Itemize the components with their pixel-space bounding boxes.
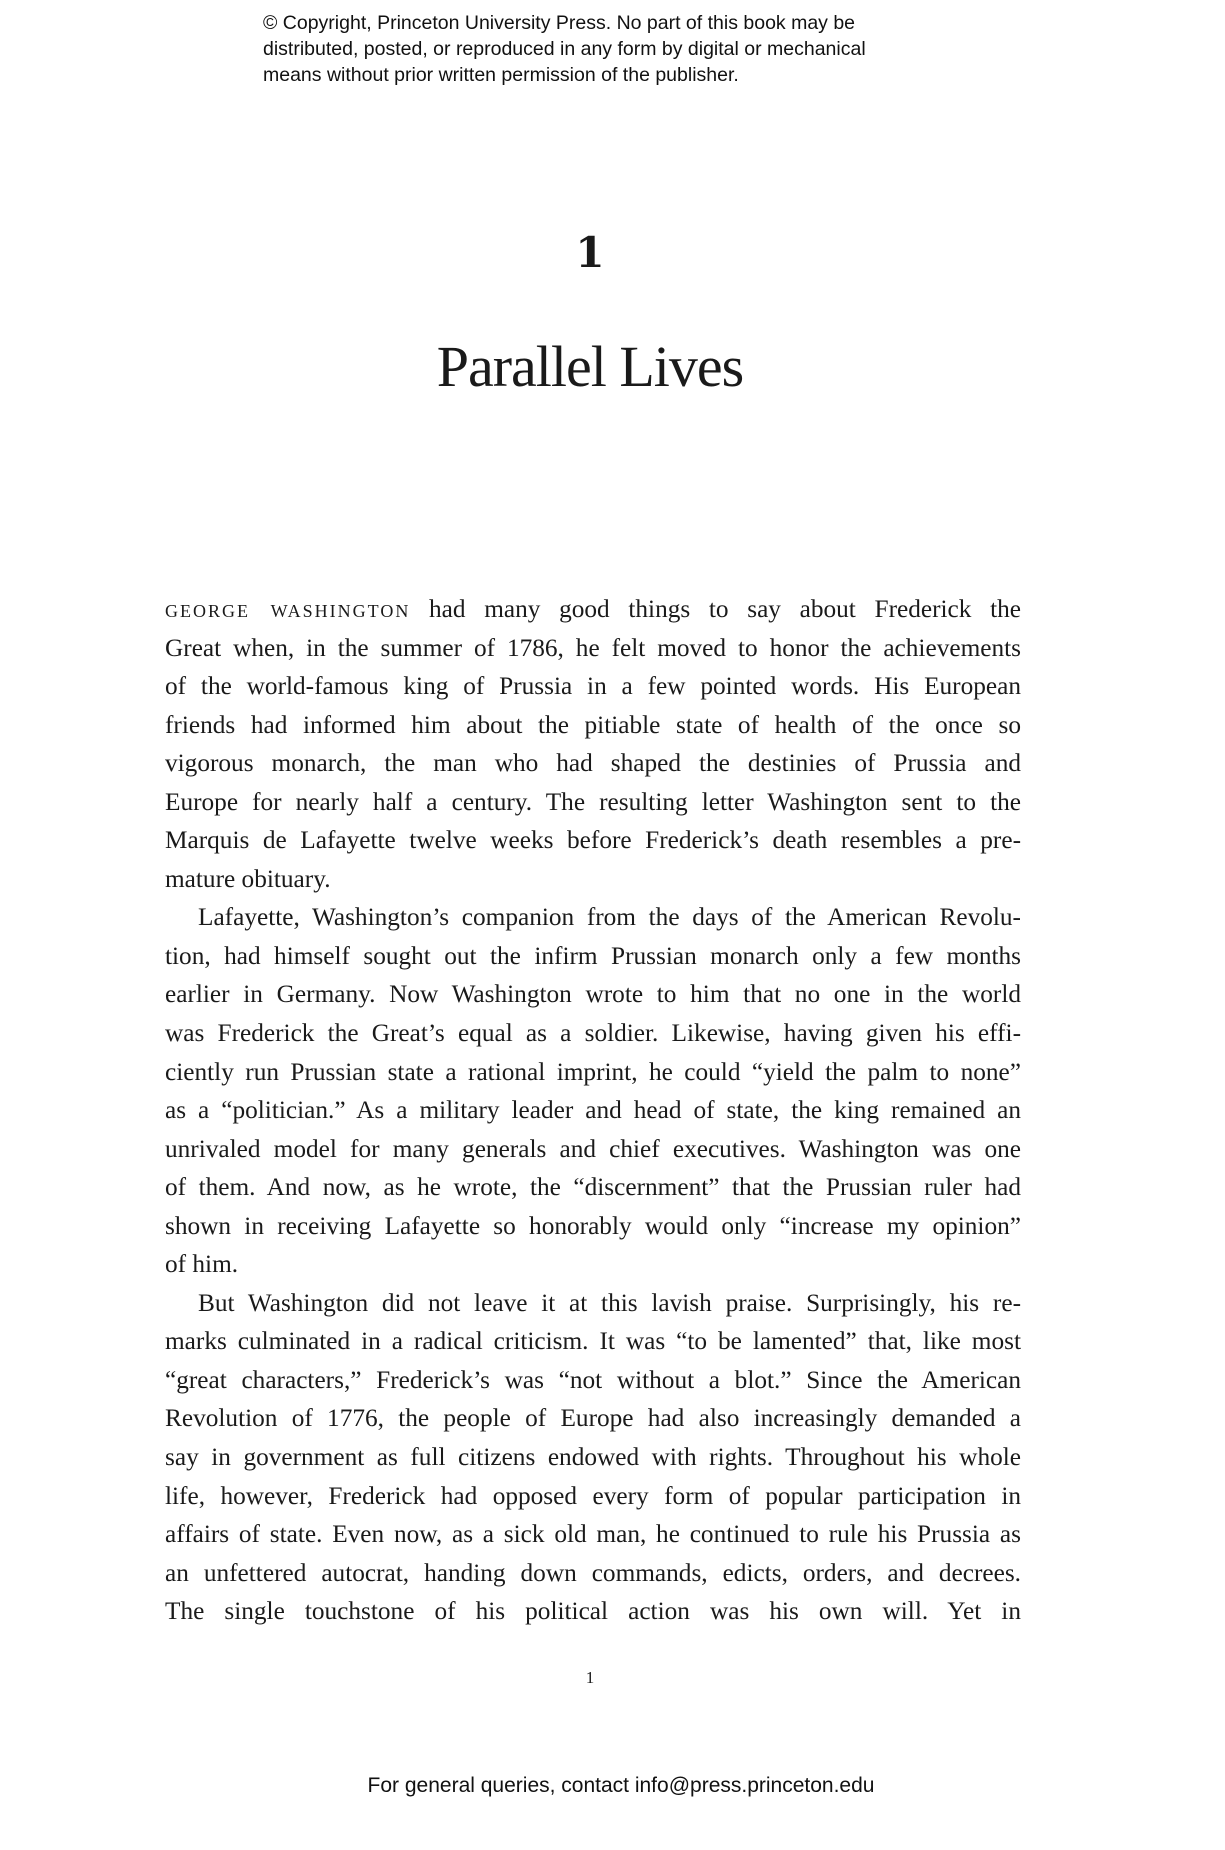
text-line: Revolution of 1776, the people of Europe had also increasingly demanded a xyxy=(165,1404,1021,1433)
text-line: ciently run Prussian state a rational imprint, he could “yield the palm to none” xyxy=(165,1057,1021,1086)
text-line: marks culminated in a radical criticism. It was “to be lamented” that, like most xyxy=(165,1327,1021,1356)
copyright-notice xyxy=(263,10,983,88)
copyright-line: © Copyright, Princeton University Press. No part of this book may be xyxy=(263,12,856,34)
text-line: vigorous monarch, the man who had shaped the destinies of Prussia and xyxy=(165,749,1021,778)
text-line: shown in receiving Lafayette so honorably would only “increase my opinion” xyxy=(165,1211,1021,1240)
text-line: “great characters,” Frederick’s was “not without a blot.” Since the American xyxy=(165,1365,1021,1394)
footer-contact: For general queries, contact info@press.princeton.edu xyxy=(367,1774,875,1797)
text-line: But Washington did not leave it at this lavish praise. Surprisingly, his re- xyxy=(198,1288,1021,1317)
text-line: Europe for nearly half a century. The resulting letter Washington sent to the xyxy=(165,787,1021,816)
text-line: The single touchstone of his political action was his own will. Yet in xyxy=(165,1597,1021,1626)
copyright-line: distributed, posted, or reproduced in any form by digital or mechanical xyxy=(263,38,866,60)
text-line: mature obituary. xyxy=(165,864,331,893)
text-line-content: had many good things to say about Frederick the xyxy=(410,595,1022,623)
text-line: unrivaled model for many generals and chief executives. Washington was one xyxy=(165,1134,1021,1163)
text-line: Lafayette, Washington’s companion from the days of the American Revolu- xyxy=(198,903,1021,932)
text-line: tion, had himself sought out the infirm Prussian monarch only a few months xyxy=(165,941,1021,970)
copyright-line: means without prior written permission of the publisher. xyxy=(263,64,739,86)
chapter-title: Parallel Lives xyxy=(436,334,744,399)
text-line: as a “politician.” As a military leader and head of state, the king remained an xyxy=(165,1096,1021,1125)
text-line: earlier in Germany. Now Washington wrote to him that no one in the world xyxy=(165,980,1021,1009)
text-line: Great when, in the summer of 1786, he felt moved to honor the achievements xyxy=(165,633,1021,662)
text-line: of him. xyxy=(165,1250,239,1279)
text-line: Marquis de Lafayette twelve weeks before Frederick’s death resembles a pre- xyxy=(165,826,1021,855)
text-line: of the world-famous king of Prussia in a few pointed words. His European xyxy=(165,672,1021,701)
text-line: say in government as full citizens endowed with rights. Throughout his whole xyxy=(165,1443,1021,1472)
text-line: life, however, Frederick had opposed every form of popular participation in xyxy=(165,1481,1021,1510)
chapter-body-text xyxy=(165,590,1021,1631)
page-number: 1 xyxy=(585,1668,595,1687)
text-line xyxy=(165,590,1021,629)
text-line: an unfettered autocrat, handing down commands, edicts, orders, and decrees. xyxy=(165,1558,1021,1587)
text-line: was Frederick the Great’s equal as a soldier. Likewise, having given his effi- xyxy=(165,1019,1021,1048)
text-line: friends had informed him about the pitiable state of health of the once so xyxy=(165,710,1021,739)
text-line: affairs of state. Even now, as a sick old man, he continued to rule his Prussia as xyxy=(165,1520,1021,1549)
lead-smallcaps: george washington xyxy=(165,595,411,623)
chapter-number: 1 xyxy=(575,228,605,277)
text-line: of them. And now, as he wrote, the “discernment” that the Prussian ruler had xyxy=(165,1173,1021,1202)
